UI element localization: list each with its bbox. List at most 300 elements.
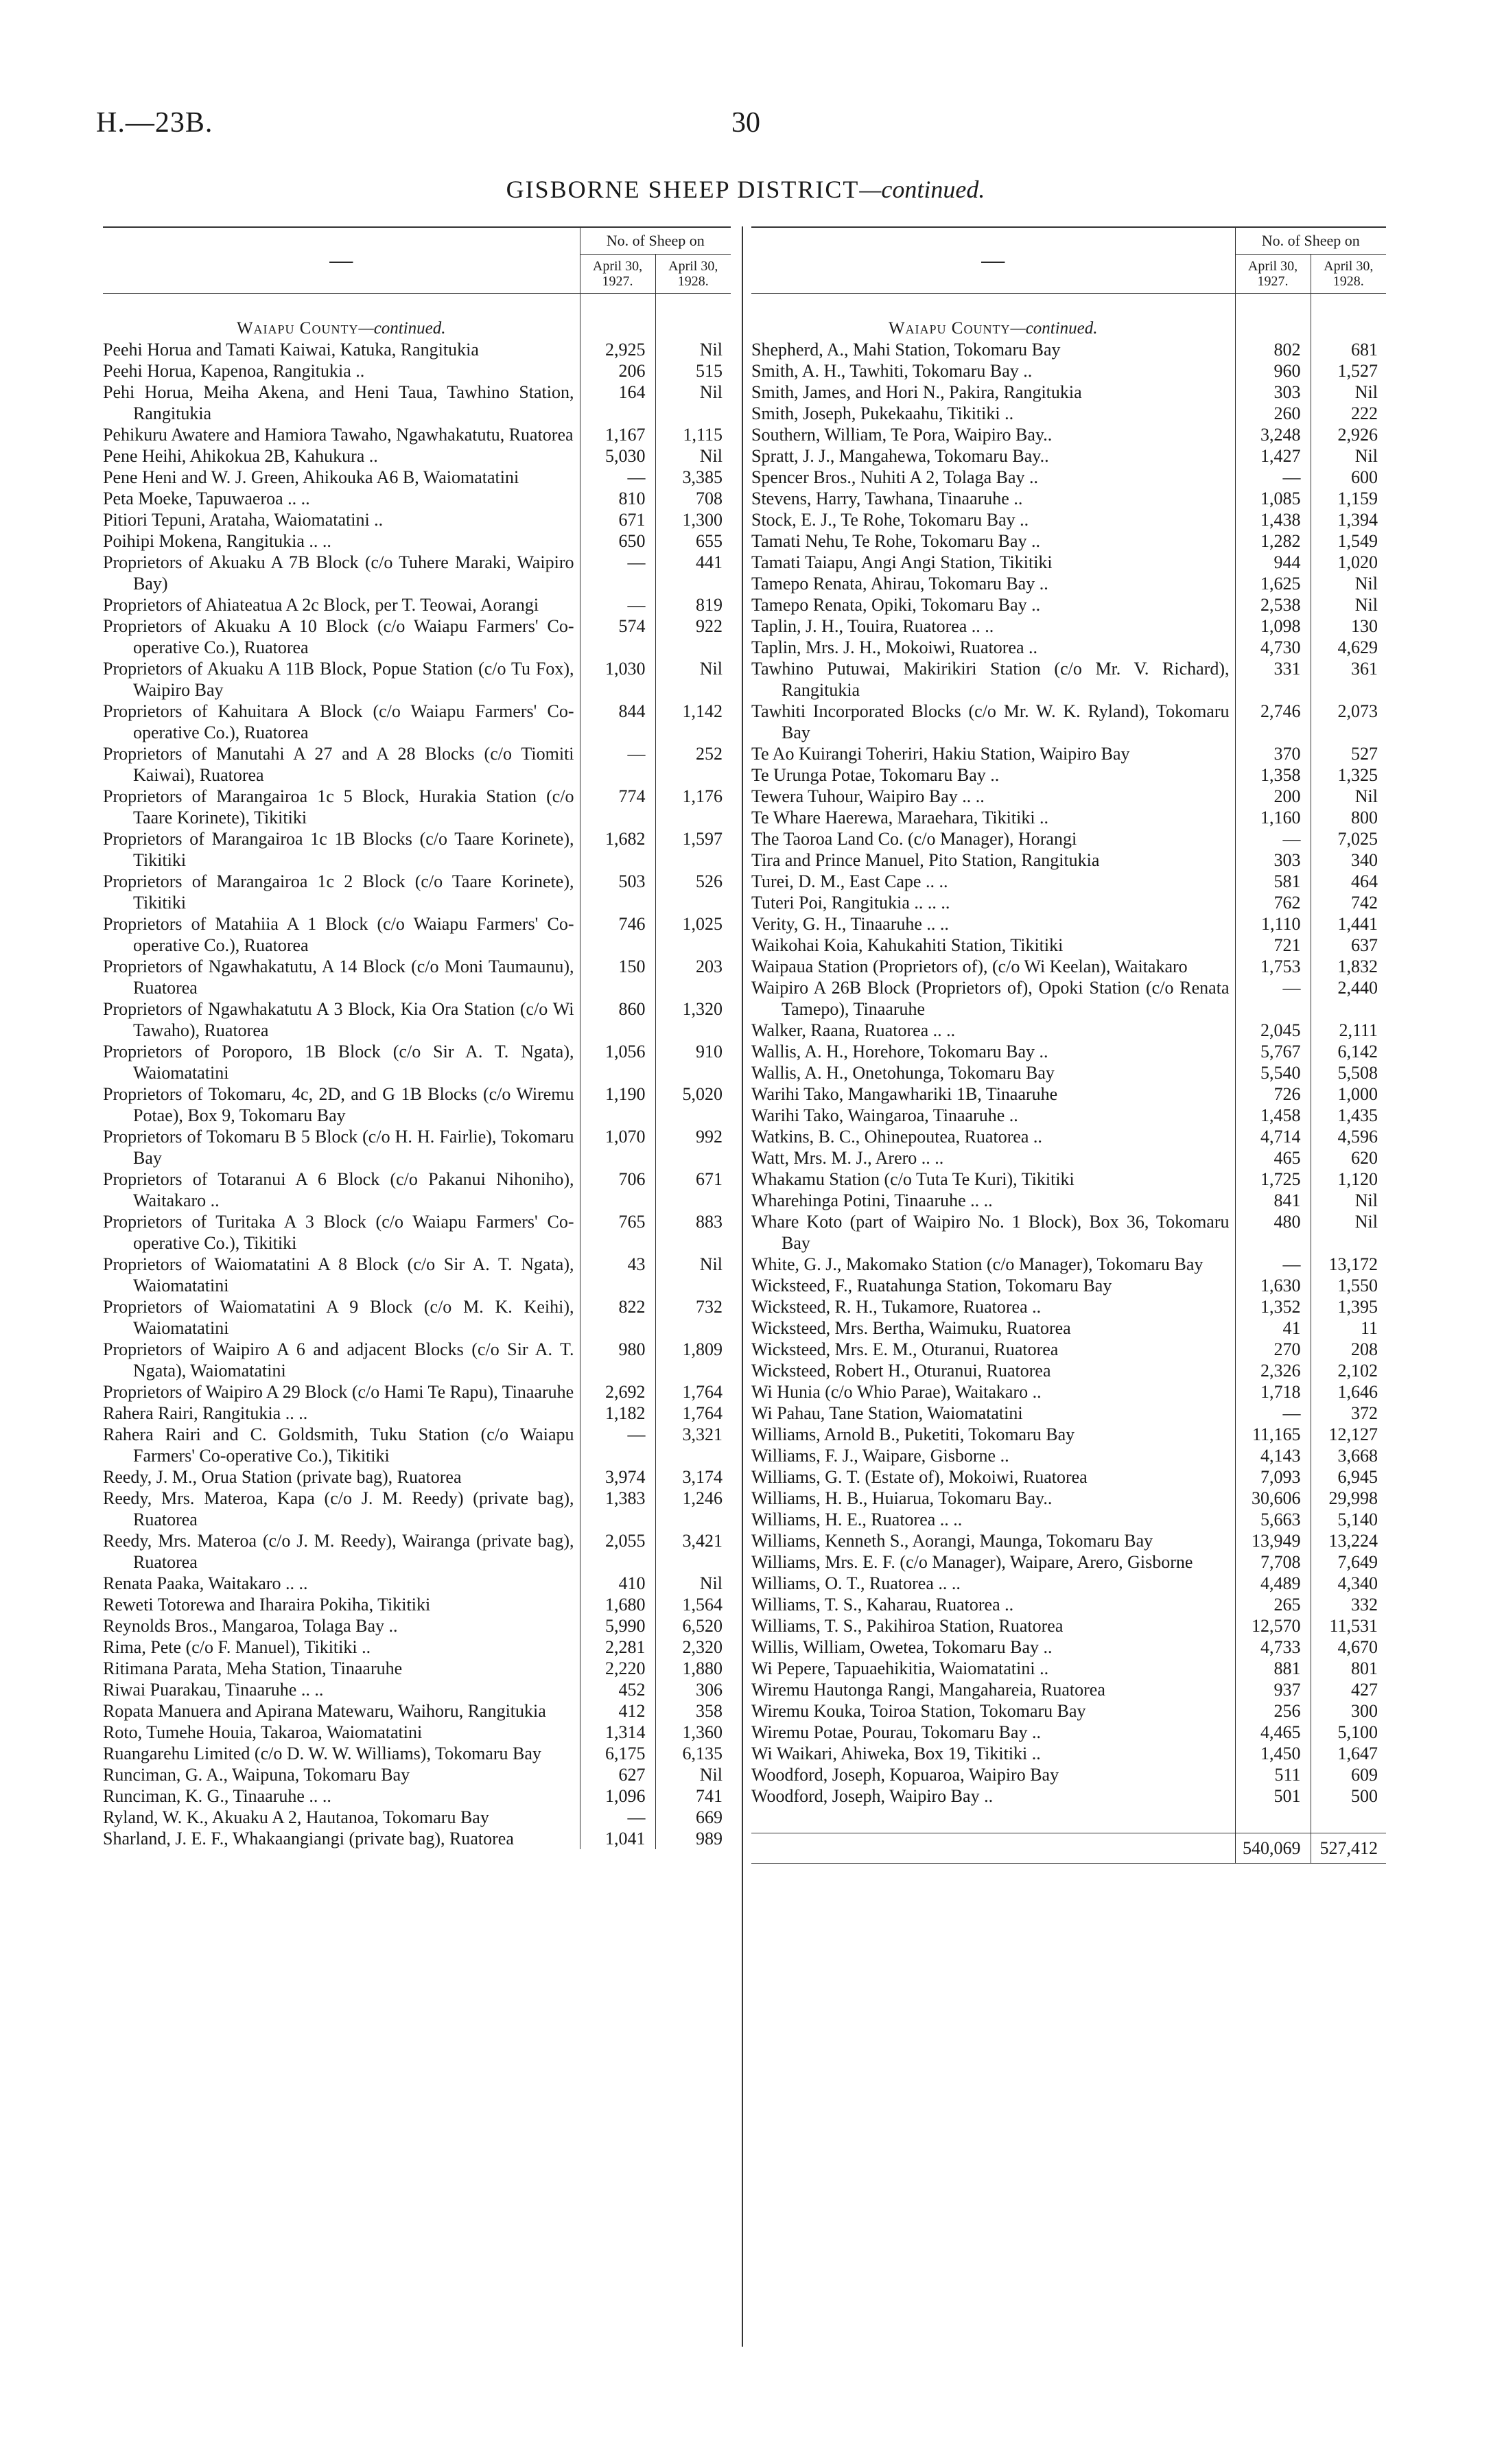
owner-name: Wicksteed, Robert H., Oturanui, Ruatorea: [751, 1361, 1051, 1381]
sheep-1927: —: [580, 743, 655, 786]
sheep-1927: 1,056: [580, 1041, 655, 1083]
sheep-1928: 1,176: [655, 786, 731, 828]
sheep-1927: 2,326: [1235, 1360, 1311, 1381]
sheep-1927: 581: [1235, 871, 1311, 892]
totals-row: [751, 1833, 1386, 1864]
table-row: [103, 1743, 731, 1764]
sheep-1927: 1,167: [580, 424, 655, 445]
sheep-1928: 332: [1311, 1594, 1386, 1615]
sheep-1927: 1,182: [580, 1403, 655, 1424]
sheep-1928: 655: [655, 530, 731, 552]
sheep-1927: —: [580, 552, 655, 594]
table-row: [103, 956, 731, 998]
table-row: [751, 1169, 1386, 1190]
table-row: [751, 467, 1386, 488]
table-row: [103, 1211, 731, 1254]
owner-name: Tawhino Putuwai, Makirikiri Station (c/o Mr. V. Richard), Rangitukia: [751, 659, 1230, 700]
table-row: [751, 360, 1386, 382]
sheep-1928: Nil: [655, 1254, 731, 1296]
table-row: [751, 424, 1386, 445]
owner-name: Wi Hunia (c/o Whio Parae), Waitakaro ..: [751, 1382, 1042, 1402]
header-dash: —: [751, 227, 1235, 293]
table-row: [751, 1658, 1386, 1679]
owner-name: Peehi Horua and Tamati Kaiwai, Katuka, Rangitukia: [103, 340, 479, 360]
owner-name: Waikohai Koia, Kahukahiti Station, Tikitiki: [751, 935, 1064, 955]
sheep-1928: 361: [1311, 658, 1386, 701]
sheep-1927: 944: [1235, 552, 1311, 573]
table-row: [103, 1296, 731, 1339]
owner-name: Rima, Pete (c/o F. Manuel), Tikitiki ..: [103, 1637, 371, 1657]
owner-name: Wharehinga Potini, Tinaaruhe .. ..: [751, 1190, 993, 1210]
sheep-1928: 526: [655, 871, 731, 913]
table-row: [751, 1700, 1386, 1722]
sheep-1927: 265: [1235, 1594, 1311, 1615]
sheep-1928: 989: [655, 1828, 731, 1849]
sheep-1928: Nil: [655, 1573, 731, 1594]
owner-name: Wicksteed, R. H., Tukamore, Ruatorea ..: [751, 1297, 1042, 1317]
table-row: [103, 445, 731, 467]
sheep-1927: 844: [580, 701, 655, 743]
owner-name: Williams, H. E., Ruatorea .. ..: [751, 1510, 963, 1529]
sheep-1928: 1,020: [1311, 552, 1386, 573]
table-row: [751, 594, 1386, 615]
sheep-1928: 11: [1311, 1317, 1386, 1339]
table-row: [751, 1551, 1386, 1573]
sheep-1927: 1,458: [1235, 1105, 1311, 1126]
sheep-1927: 960: [1235, 360, 1311, 382]
sheep-1927: 4,714: [1235, 1126, 1311, 1147]
table-row: [751, 382, 1386, 403]
sheep-1928: 1,597: [655, 828, 731, 871]
sheep-1927: 1,630: [1235, 1275, 1311, 1296]
table-row: [751, 1083, 1386, 1105]
owner-name: Spencer Bros., Nuhiti A 2, Tolaga Bay ..: [751, 467, 1038, 487]
sheep-1928: 6,135: [655, 1743, 731, 1764]
sheep-1928: 1,880: [655, 1658, 731, 1679]
table-row: [103, 1807, 731, 1828]
sheep-1928: 441: [655, 552, 731, 594]
sheep-1928: Nil: [655, 445, 731, 467]
sheep-1928: 340: [1311, 849, 1386, 871]
table-row: [103, 360, 731, 382]
sheep-1927: 511: [1235, 1764, 1311, 1785]
table-row: [751, 1764, 1386, 1785]
sheep-1928: 6,142: [1311, 1041, 1386, 1062]
owner-name: Smith, A. H., Tawhiti, Tokomaru Bay ..: [751, 361, 1033, 381]
sheep-1928: 3,385: [655, 467, 731, 488]
owner-name: Proprietors of Poroporo, 1B Block (c/o Sir A. T. Ngata), Waiomatatini: [103, 1042, 574, 1083]
table-row: [103, 424, 731, 445]
owner-name: Proprietors of Akuaku A 10 Block (c/o Waiapu Farmers' Co-operative Co.), Ruatorea: [103, 616, 574, 657]
sheep-1928: 2,926: [1311, 424, 1386, 445]
owner-name: Stock, E. J., Te Rohe, Tokomaru Bay ..: [751, 510, 1029, 530]
sheep-1927: —: [580, 1807, 655, 1828]
sheep-1927: —: [1235, 977, 1311, 1020]
title-text: GISBORNE SHEEP DISTRICT: [506, 176, 860, 203]
sheep-1928: Nil: [655, 658, 731, 701]
sheep-1927: 7,708: [1235, 1551, 1311, 1573]
sheep-1927: 1,085: [1235, 488, 1311, 509]
sheep-1927: 150: [580, 956, 655, 998]
owner-name: Te Whare Haerewa, Maraehara, Tikitiki ..: [751, 808, 1049, 828]
owner-name: Pehikuru Awatere and Hamiora Tawaho, Ngawhakatutu, Ruatorea: [103, 425, 574, 445]
sheep-1927: 1,041: [580, 1828, 655, 1849]
sheep-1928: 741: [655, 1785, 731, 1807]
sheep-1928: 742: [1311, 892, 1386, 913]
sheep-1927: 270: [1235, 1339, 1311, 1360]
total-1927: 540,069: [1235, 1833, 1311, 1864]
table-row: [751, 1785, 1386, 1807]
owner-name: Renata Paaka, Waitakaro .. ..: [103, 1573, 308, 1593]
sheep-1928: 4,596: [1311, 1126, 1386, 1147]
owner-name: Smith, James, and Hori N., Pakira, Rangitukia: [751, 382, 1082, 402]
sheep-1927: 1,096: [580, 1785, 655, 1807]
sheep-1927: 1,753: [1235, 956, 1311, 977]
sheep-1928: 13,224: [1311, 1530, 1386, 1551]
sheep-1927: 13,949: [1235, 1530, 1311, 1551]
sheep-1927: 4,143: [1235, 1445, 1311, 1466]
table-row: [751, 828, 1386, 849]
sheep-1927: 2,925: [580, 339, 655, 360]
owner-name: Te Ao Kuirangi Toheriri, Hakiu Station, Waipiro Bay: [751, 744, 1130, 764]
table-row: [751, 1105, 1386, 1126]
left-column: [103, 226, 731, 1849]
sheep-1928: 637: [1311, 935, 1386, 956]
table-row: [751, 1275, 1386, 1296]
sheep-1928: 910: [655, 1041, 731, 1083]
table-row: [751, 1360, 1386, 1381]
header-col-1927: April 30, 1927.: [1235, 255, 1311, 294]
sheep-1927: 41: [1235, 1317, 1311, 1339]
sheep-1927: 574: [580, 615, 655, 658]
sheep-1927: 746: [580, 913, 655, 956]
sheep-1928: 427: [1311, 1679, 1386, 1700]
owner-name: Ropata Manuera and Apirana Matewaru, Waihoru, Rangitukia: [103, 1701, 546, 1721]
sheep-1927: 4,730: [1235, 637, 1311, 658]
sheep-1927: —: [1235, 1254, 1311, 1275]
sheep-1927: 1,438: [1235, 509, 1311, 530]
sheep-1928: 1,646: [1311, 1381, 1386, 1403]
sheep-1927: —: [580, 1424, 655, 1466]
sheep-1928: 1,000: [1311, 1083, 1386, 1105]
owner-name: Reedy, J. M., Orua Station (private bag), Ruatorea: [103, 1467, 462, 1487]
owner-name: Runciman, G. A., Waipuna, Tokomaru Bay: [103, 1765, 410, 1785]
sheep-1928: 1,764: [655, 1403, 731, 1424]
sheep-1928: 1,395: [1311, 1296, 1386, 1317]
table-row: [751, 849, 1386, 871]
owner-name: Reedy, Mrs. Materoa, Kapa (c/o J. M. Reedy) (private bag), Ruatorea: [103, 1488, 574, 1529]
owner-name: Sharland, J. E. F., Whakaangiangi (private bag), Ruatorea: [103, 1829, 514, 1849]
owner-name: Williams, O. T., Ruatorea .. ..: [751, 1573, 961, 1593]
page-number: 30: [731, 107, 760, 139]
sheep-1927: 30,606: [1235, 1488, 1311, 1509]
sheep-1927: 1,030: [580, 658, 655, 701]
table-row: [751, 1041, 1386, 1062]
table-row: [103, 1488, 731, 1530]
sheep-1927: 671: [580, 509, 655, 530]
sheep-1928: 4,629: [1311, 637, 1386, 658]
sheep-1928: 1,159: [1311, 488, 1386, 509]
table-row: [751, 807, 1386, 828]
table-row: [103, 1573, 731, 1594]
sheep-1927: 1,098: [1235, 615, 1311, 637]
document-reference: H.—23B.: [96, 107, 213, 139]
owner-name: Wallis, A. H., Onetohunga, Tokomaru Bay: [751, 1063, 1055, 1083]
owner-name: Williams, T. S., Pakihiroa Station, Ruatorea: [751, 1616, 1064, 1636]
owner-name: Williams, F. J., Waipare, Gisborne ..: [751, 1446, 1009, 1466]
table-row: [751, 1679, 1386, 1700]
owner-name: Tamepo Renata, Ahirau, Tokomaru Bay ..: [751, 574, 1048, 594]
sheep-1927: 5,663: [1235, 1509, 1311, 1530]
owner-name: Runciman, K. G., Tinaaruhe .. ..: [103, 1786, 331, 1806]
owner-name: Verity, G. H., Tinaaruhe .. ..: [751, 914, 949, 934]
sheep-1927: —: [580, 467, 655, 488]
owner-name: Proprietors of Matahiia A 1 Block (c/o Waiapu Farmers' Co-operative Co.), Ruatorea: [103, 914, 574, 955]
sheep-1928: 358: [655, 1700, 731, 1722]
owner-name: Tamati Nehu, Te Rohe, Tokomaru Bay ..: [751, 531, 1041, 551]
sheep-1927: 410: [580, 1573, 655, 1594]
owner-name: Proprietors of Marangairoa 1c 2 Block (c/o Taare Korinete), Tikitiki: [103, 871, 574, 913]
sheep-1928: 300: [1311, 1700, 1386, 1722]
table-row: [103, 1658, 731, 1679]
table-row: [103, 1828, 731, 1849]
sheep-1927: 7,093: [1235, 1466, 1311, 1488]
header-dash: —: [103, 227, 580, 293]
table-row: [751, 1743, 1386, 1764]
column-divider: [742, 226, 743, 2347]
sheep-1928: Nil: [655, 382, 731, 424]
sheep-1928: 600: [1311, 467, 1386, 488]
owner-name: Ruangarehu Limited (c/o D. W. W. Williams), Tokomaru Bay: [103, 1744, 541, 1763]
sheep-1928: 1,142: [655, 701, 731, 743]
table-row: [103, 1594, 731, 1615]
sheep-1928: Nil: [655, 339, 731, 360]
sheep-1928: 2,111: [1311, 1020, 1386, 1041]
owner-name: Wi Pahau, Tane Station, Waiomatatini: [751, 1403, 1023, 1423]
sheep-1927: 2,220: [580, 1658, 655, 1679]
table-row: [103, 658, 731, 701]
section-name: Waiapu County: [888, 319, 1011, 338]
sheep-1927: 650: [580, 530, 655, 552]
table-row: [751, 1424, 1386, 1445]
owner-name: Ritimana Parata, Meha Station, Tinaaruhe: [103, 1658, 403, 1678]
sheep-1928: 1,764: [655, 1381, 731, 1403]
owner-name: Pene Heihi, Ahikokua 2B, Kahukura ..: [103, 446, 378, 466]
table-row: [751, 509, 1386, 530]
table-row: [751, 615, 1386, 637]
sheep-1928: 12,127: [1311, 1424, 1386, 1445]
table-row: [751, 1615, 1386, 1636]
table-row: [103, 701, 731, 743]
table-row: [103, 552, 731, 594]
owner-name: Southern, William, Te Pora, Waipiro Bay..: [751, 425, 1053, 445]
owner-name: Tewera Tuhour, Waipiro Bay .. ..: [751, 786, 985, 806]
sheep-1928: 819: [655, 594, 731, 615]
sheep-1928: 3,668: [1311, 1445, 1386, 1466]
sheep-table-right: [751, 226, 1386, 1864]
owner-name: Proprietors of Waiomatatini A 9 Block (c/o M. K. Keihi), Waiomatatini: [103, 1297, 574, 1338]
sheep-1928: 4,340: [1311, 1573, 1386, 1594]
owner-name: Proprietors of Manutahi A 27 and A 28 Blocks (c/o Tiomiti Kaiwai), Ruatorea: [103, 744, 574, 785]
table-row: [103, 467, 731, 488]
sheep-1928: 1,435: [1311, 1105, 1386, 1126]
total-1928: 527,412: [1311, 1833, 1386, 1864]
sheep-1927: 2,746: [1235, 701, 1311, 743]
table-row: [751, 1211, 1386, 1254]
sheep-1928: Nil: [1311, 594, 1386, 615]
sheep-1927: 3,248: [1235, 424, 1311, 445]
owner-name: Pene Heni and W. J. Green, Ahikouka A6 B, Waiomatatini: [103, 467, 519, 487]
table-row: [751, 1445, 1386, 1466]
table-row: [103, 1679, 731, 1700]
owner-name: Whakamu Station (c/o Tuta Te Kuri), Tikitiki: [751, 1169, 1075, 1189]
owner-name: Warihi Tako, Waingaroa, Tinaaruhe ..: [751, 1105, 1018, 1125]
table-row: [751, 1190, 1386, 1211]
sheep-1928: 1,564: [655, 1594, 731, 1615]
owner-name: Tuteri Poi, Rangitukia .. .. ..: [751, 893, 950, 913]
sheep-1927: 1,110: [1235, 913, 1311, 935]
owner-name: Wicksteed, F., Ruatahunga Station, Tokomaru Bay: [751, 1276, 1112, 1295]
table-row: [103, 1254, 731, 1296]
page-title: [0, 175, 1491, 204]
owner-name: Pitiori Tepuni, Arataha, Waiomatatini ..: [103, 510, 384, 530]
sheep-1928: 6,520: [655, 1615, 731, 1636]
table-row: [103, 913, 731, 956]
owner-name: Poihipi Mokena, Rangitukia .. ..: [103, 531, 331, 551]
sheep-1928: 1,441: [1311, 913, 1386, 935]
sheep-1928: 3,421: [655, 1530, 731, 1573]
table-row: [103, 1785, 731, 1807]
table-row: [103, 382, 731, 424]
header-col-1928: April 30, 1928.: [655, 255, 731, 294]
sheep-1927: 1,450: [1235, 1743, 1311, 1764]
sheep-1927: 726: [1235, 1083, 1311, 1105]
sheep-1928: 464: [1311, 871, 1386, 892]
owner-name: Wiremu Hautonga Rangi, Mangahareia, Ruatorea: [751, 1680, 1105, 1700]
sheep-1928: 208: [1311, 1339, 1386, 1360]
owner-name: Peehi Horua, Kapenoa, Rangitukia ..: [103, 361, 365, 381]
title-suffix: —continued.: [859, 176, 985, 203]
sheep-1928: 669: [655, 1807, 731, 1828]
sheep-1928: 2,073: [1311, 701, 1386, 743]
sheep-1927: 980: [580, 1339, 655, 1381]
sheep-1928: Nil: [655, 1764, 731, 1785]
owner-name: Waipaua Station (Proprietors of), (c/o Wi Keelan), Waitakaro: [751, 957, 1188, 976]
sheep-1927: 1,070: [580, 1126, 655, 1169]
owner-name: Proprietors of Ngawhakatutu A 3 Block, Kia Ora Station (c/o Wi Tawaho), Ruatorea: [103, 999, 574, 1040]
owner-name: Williams, Kenneth S., Aorangi, Maunga, Tokomaru Bay: [751, 1531, 1153, 1551]
owner-name: Proprietors of Akuaku A 7B Block (c/o Tuhere Maraki, Waipiro Bay): [103, 552, 574, 594]
sheep-1927: 1,680: [580, 1594, 655, 1615]
table-row: [103, 1636, 731, 1658]
sheep-1927: 762: [1235, 892, 1311, 913]
sheep-1928: 992: [655, 1126, 731, 1169]
table-row: [103, 1403, 731, 1424]
table-row: [751, 1594, 1386, 1615]
owner-name: Proprietors of Tokomaru B 5 Block (c/o H. H. Fairlie), Tokomaru Bay: [103, 1127, 574, 1168]
table-row: [751, 573, 1386, 594]
owner-name: Roto, Tumehe Houia, Takaroa, Waiomatatini: [103, 1722, 423, 1742]
section-heading: [751, 320, 1235, 339]
sheep-1928: 1,320: [655, 998, 731, 1041]
table-row: [751, 871, 1386, 892]
table-row: [751, 956, 1386, 977]
table-row: [103, 1041, 731, 1083]
sheep-1928: 1,550: [1311, 1275, 1386, 1296]
sheep-1928: 5,140: [1311, 1509, 1386, 1530]
table-row: [103, 339, 731, 360]
sheep-1928: 2,440: [1311, 977, 1386, 1020]
owner-name: Proprietors of Marangairoa 1c 1B Blocks (c/o Taare Korinete), Tikitiki: [103, 829, 574, 870]
owner-name: Riwai Puarakau, Tinaaruhe .. ..: [103, 1680, 324, 1700]
owner-name: Proprietors of Waipiro A 29 Block (c/o Hami Te Rapu), Tinaaruhe: [103, 1382, 574, 1402]
sheep-1927: 164: [580, 382, 655, 424]
sheep-1928: 11,531: [1311, 1615, 1386, 1636]
sheep-1927: 1,682: [580, 828, 655, 871]
table-row: [751, 977, 1386, 1020]
table-row: [103, 594, 731, 615]
sheep-1928: 708: [655, 488, 731, 509]
owner-name: Proprietors of Totaranui A 6 Block (c/o Pakanui Nihoniho), Waitakaro ..: [103, 1169, 574, 1210]
section-suffix: —continued.: [1010, 319, 1098, 338]
sheep-1927: 2,045: [1235, 1020, 1311, 1041]
table-row: [103, 1083, 731, 1126]
table-row: [103, 1700, 731, 1722]
sheep-1927: 802: [1235, 339, 1311, 360]
owner-name: Shepherd, A., Mahi Station, Tokomaru Bay: [751, 340, 1061, 360]
table-row: [103, 530, 731, 552]
sheep-1927: 1,358: [1235, 764, 1311, 786]
owner-name: Tawhiti Incorporated Blocks (c/o Mr. W. K. Ryland), Tokomaru Bay: [751, 701, 1230, 742]
owner-name: Peta Moeke, Tapuwaeroa .. ..: [103, 489, 310, 508]
sheep-1927: 4,489: [1235, 1573, 1311, 1594]
section-name: Waiapu County: [236, 319, 359, 338]
header-col-1928: April 30, 1928.: [1311, 255, 1386, 294]
sheep-1928: 609: [1311, 1764, 1386, 1785]
sheep-1928: 681: [1311, 339, 1386, 360]
owner-name: Proprietors of Kahuitara A Block (c/o Waiapu Farmers' Co-operative Co.), Ruatorea: [103, 701, 574, 742]
sheep-1927: 4,733: [1235, 1636, 1311, 1658]
owner-name: Woodford, Joseph, Kopuaroa, Waipiro Bay: [751, 1765, 1059, 1785]
sheep-1928: 306: [655, 1679, 731, 1700]
table-row: [751, 1573, 1386, 1594]
sheep-1927: 1,718: [1235, 1381, 1311, 1403]
sheep-1928: 1,300: [655, 509, 731, 530]
table-row: [751, 339, 1386, 360]
sheep-1927: 2,692: [580, 1381, 655, 1403]
sheep-1927: 256: [1235, 1700, 1311, 1722]
sheep-1928: 3,174: [655, 1466, 731, 1488]
table-row: [751, 935, 1386, 956]
sheep-1927: 331: [1235, 658, 1311, 701]
owner-name: Tamepo Renata, Opiki, Tokomaru Bay ..: [751, 595, 1041, 615]
sheep-1928: 203: [655, 956, 731, 998]
table-row: [103, 1339, 731, 1381]
header-group: No. of Sheep on: [580, 227, 731, 255]
sheep-1928: 515: [655, 360, 731, 382]
sheep-1928: 1,325: [1311, 764, 1386, 786]
table-row: [751, 488, 1386, 509]
owner-name: Wicksteed, Mrs. E. M., Oturanui, Ruatorea: [751, 1339, 1059, 1359]
sheep-1927: 480: [1235, 1211, 1311, 1254]
sheep-1927: —: [1235, 1403, 1311, 1424]
sheep-1928: 252: [655, 743, 731, 786]
table-row: [751, 1147, 1386, 1169]
sheep-1928: 1,025: [655, 913, 731, 956]
table-row: [751, 1254, 1386, 1275]
owner-name: Wi Pepere, Tapuaehikitia, Waiomatatini ..: [751, 1658, 1049, 1678]
sheep-1928: 1,246: [655, 1488, 731, 1530]
